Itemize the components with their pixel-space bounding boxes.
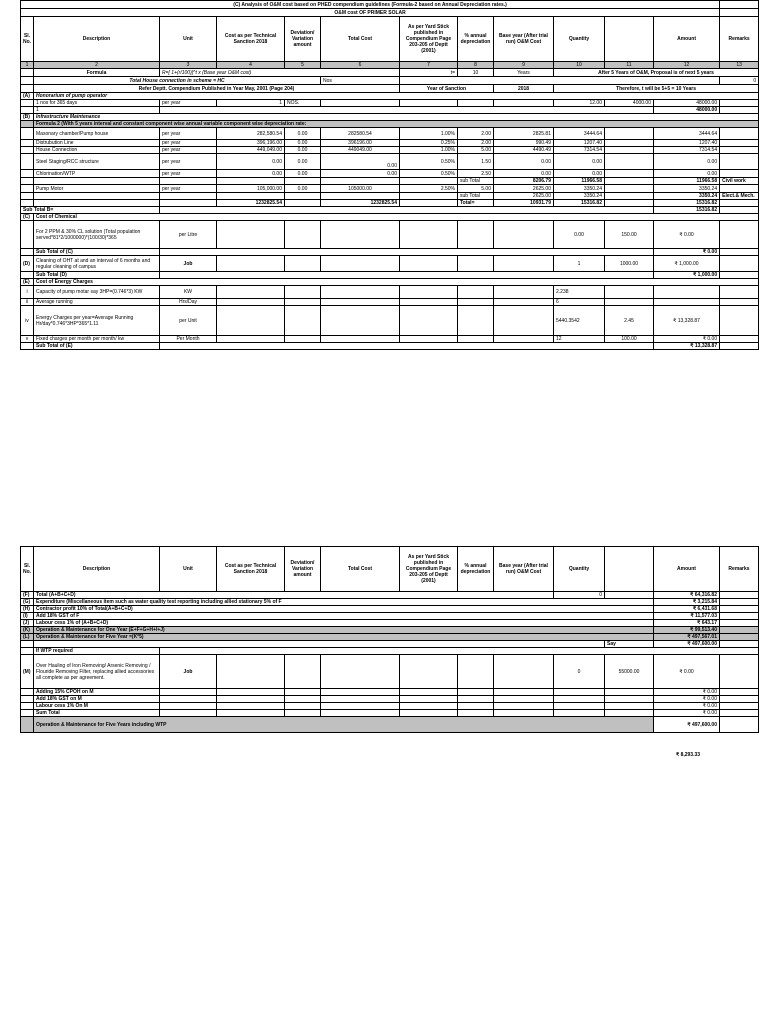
footer-amount: ₹ 8,293.33 <box>676 752 701 758</box>
row-quantity: 1 <box>554 256 605 272</box>
summary-row <box>21 620 759 627</box>
row-quantity: 0.00 <box>554 170 605 178</box>
total-quantity: 15316.82 <box>554 200 605 207</box>
row-rate <box>605 299 654 306</box>
col-number: 11 <box>605 62 654 69</box>
row-quantity: 6 <box>554 299 605 306</box>
row-number: (H) <box>21 606 34 613</box>
table-row <box>21 306 759 336</box>
subtotal-row <box>21 272 759 279</box>
section-label: Cost of Chemical <box>34 214 759 221</box>
extra-row <box>21 689 759 696</box>
header-row <box>21 547 759 592</box>
row-percent: 2.50% <box>400 185 458 193</box>
formula-expression: R=[ 1+(r/100)]^t x (Base year O&M cost) <box>160 69 400 77</box>
subtotal-index: 1 <box>34 107 160 114</box>
row-total-cost: 282580.54 <box>321 128 400 140</box>
section-a-subtotal <box>21 107 759 114</box>
row-description: Over Hauling of Iron Removing/ Arsenic Removing / Flouride Removing Filter, replacing allied accessories all complete as per agreement. <box>34 655 160 689</box>
col-number: 9 <box>494 62 554 69</box>
section-number: (E) <box>21 279 34 286</box>
t-value: 10 <box>458 69 494 77</box>
row-unit: per year <box>160 140 217 147</box>
table-row <box>21 154 759 170</box>
subtotal-quantity: 11966.58 <box>554 178 605 185</box>
row-number: ii <box>21 299 34 306</box>
col-header <box>605 547 654 592</box>
total-base: 10931.79 <box>494 200 554 207</box>
section-number: (D) <box>21 256 34 272</box>
formula-row <box>21 69 759 77</box>
subtotal-amount: 48000.00 <box>654 107 720 114</box>
summary-row-highlight <box>21 634 759 641</box>
row-percent: 1.00% <box>400 128 458 140</box>
col-header: Description <box>34 17 160 62</box>
row-depreciation: 2.00 <box>458 128 494 140</box>
subtotal-label: Sub Total of (C) <box>34 249 160 256</box>
col-number: 8 <box>458 62 494 69</box>
table-row <box>21 170 759 178</box>
formula-text: Formula 2 (With 5 years interval and constant component wise annual variable component wise depreciation rate: <box>34 121 759 128</box>
col-header: Base year (After trial run) O&M Cost <box>494 547 554 592</box>
col-number: 12 <box>654 62 720 69</box>
row-unit: per year <box>160 128 217 140</box>
say-amount: ₹ 497,600.00 <box>654 641 720 648</box>
row-description: Cleaning of OHT at and an interval of 6 months and regular cleaning of campus <box>34 256 160 272</box>
col-number: 4 <box>217 62 285 69</box>
row-deviation: 0.00 <box>285 154 321 170</box>
col-header: Unit <box>160 17 217 62</box>
col-header: % annual depreciation <box>458 547 494 592</box>
table-row <box>21 655 759 689</box>
col-number: 1 <box>21 62 34 69</box>
row-total-cost: 0.00 <box>321 154 400 170</box>
row-total-cost: 105000.00 <box>321 185 400 193</box>
row-description: Steel Staging/RCC structure <box>34 154 160 170</box>
row-tech-cost: 282,580.54 <box>217 128 285 140</box>
column-number-row <box>21 62 759 69</box>
row-quantity: 3444.64 <box>554 128 605 140</box>
subtotal-amount: ₹ 13,328.87 <box>654 343 720 350</box>
row-percent: 0.50% <box>400 154 458 170</box>
row-label: Add 18% GST of F <box>34 613 654 620</box>
section-c-head <box>21 214 759 221</box>
subtotal-label: sub Total <box>458 178 494 185</box>
row-label: Sum Total <box>34 710 160 717</box>
row-amount: ₹ 0.00 <box>654 689 720 696</box>
row-quantity: 0.00 <box>554 154 605 170</box>
row-amount: ₹ 3,215.84 <box>654 599 720 606</box>
row-deviation: 0.00 <box>285 128 321 140</box>
therefore-note: Therefore, t will be 5+5 = 10 Years <box>554 85 759 93</box>
row-rate <box>605 286 654 299</box>
table-row <box>21 185 759 193</box>
row-description: Capacity of pump motar say 3HP=(0.746*3) KW <box>34 286 160 299</box>
row-tech-cost: 449,049.00 <box>217 147 285 154</box>
row-tech-cost: 396,196.00 <box>217 140 285 147</box>
row-amount: ₹ 1,000.00 <box>654 256 720 272</box>
subtotal-label: sub Total <box>458 193 494 200</box>
row-quantity: 0.00 <box>554 221 605 249</box>
subtotal-remark: Civil work <box>720 178 759 185</box>
row-quantity: 5440.3542 <box>554 306 605 336</box>
row-number: iv <box>21 306 34 336</box>
row-label: Labour cess 1% On M <box>34 703 160 710</box>
subtotal-amount: 3350.24 <box>654 193 720 200</box>
total-amount: 15316.82 <box>654 200 720 207</box>
col-header: Total Cost <box>321 17 400 62</box>
house-connection-row <box>21 77 759 85</box>
col-header: Total Cost <box>321 547 400 592</box>
row-depreciation: 5.00 <box>458 147 494 154</box>
subtotal-amount: ₹ 1,000.00 <box>654 272 720 279</box>
section-label: Cost of Energy Charges <box>34 279 759 286</box>
row-label: Add 18% GST on M <box>34 696 160 703</box>
col-number: 2 <box>34 62 160 69</box>
col-header: As per Yard Stick published in Compendium Page 203-205 of Deptt (2001) <box>400 17 458 62</box>
row-depreciation: 5.00 <box>458 185 494 193</box>
final-amount: ₹ 497,600.00 <box>654 717 720 733</box>
row-number: (F) <box>21 592 34 599</box>
row-label: Expenditure (Miscellaneous item such as water quality test reporting including allied stationary 5% of F <box>34 599 654 606</box>
row-amount: 3444.64 <box>654 128 720 140</box>
row-label: Adding 15% CPOH on M <box>34 689 160 696</box>
summary-row <box>21 592 759 599</box>
row-number: v <box>21 336 34 343</box>
row-number: i <box>21 286 34 299</box>
table-row <box>21 221 759 249</box>
year-of-sanction-label: Year of Sanction <box>400 85 494 93</box>
total-tech-cost: 1232825.54 <box>217 200 285 207</box>
row-deviation: 0.00 <box>285 185 321 193</box>
say-label: Say <box>605 641 654 648</box>
row-amount: ₹ 64,316.82 <box>654 592 720 599</box>
row-rate: 1000.00 <box>605 256 654 272</box>
row-number: (J) <box>21 620 34 627</box>
row-amount: ₹ 0.00 <box>654 221 720 249</box>
row-base-cost: 4490.49 <box>494 147 554 154</box>
refer-label: Refer Deptt. Compendium Published in Year May, 2001 (Page 204) <box>34 85 400 93</box>
row-description: 1 nos for 365 days <box>34 100 160 107</box>
row-amount: 1207.40 <box>654 140 720 147</box>
col-number: 7 <box>400 62 458 69</box>
total-row <box>21 200 759 207</box>
row-unit: per year <box>160 100 217 107</box>
total-label: Total= <box>458 200 494 207</box>
row-percent: 0.50% <box>400 170 458 178</box>
col-header: % annual depreciation <box>458 17 494 62</box>
subtotal-base: 2625.00 <box>494 193 554 200</box>
t-unit: Years <box>494 69 554 77</box>
row-amount: ₹ 0.00 <box>654 710 720 717</box>
summary-row <box>21 599 759 606</box>
row-quantity: 0 <box>554 592 605 599</box>
col-number: 6 <box>321 62 400 69</box>
row-rate: 2.45 <box>605 306 654 336</box>
wtp-label: If WTP required <box>34 648 160 655</box>
col-number: 10 <box>554 62 605 69</box>
final-total-row <box>21 717 759 733</box>
row-amount: ₹ 6,431.68 <box>654 606 720 613</box>
row-label: Contractor profit 10% of Total(A+B+C+D) <box>34 606 654 613</box>
row-amount: ₹ 0.00 <box>654 655 720 689</box>
row-tech-cost: 1 <box>217 100 285 107</box>
row-amount: ₹ 0.00 <box>654 703 720 710</box>
row-deviation: 0.00 <box>285 170 321 178</box>
table-row <box>21 336 759 343</box>
row-quantity: 3350.24 <box>554 185 605 193</box>
row-amount: ₹ 11,577.03 <box>654 613 720 620</box>
row-base-cost: 0.00 <box>494 170 554 178</box>
section-number: (A) <box>21 93 34 100</box>
row-base-cost: 2625.00 <box>494 185 554 193</box>
table-row <box>21 140 759 147</box>
col-header: Cost as per Technical Sanction 2018 <box>217 17 285 62</box>
row-amount: ₹ 0.00 <box>654 696 720 703</box>
row-unit: per Unit <box>160 306 217 336</box>
table-row <box>21 147 759 154</box>
table-subtitle: O&M cost OF PRIMER SOLAR <box>21 9 720 17</box>
row-unit: Job <box>160 256 217 272</box>
col-header: Deviation/ Variation amount <box>285 17 321 62</box>
row-description: Masonary chamber/Pump house <box>34 128 160 140</box>
subtotal-row <box>21 178 759 185</box>
summary-row-highlight <box>21 627 759 634</box>
sanction-year: 2018 <box>494 85 554 93</box>
row-percent: 0.25% <box>400 140 458 147</box>
row-label: Operation & Maintenance for Five Year =(K*5) <box>34 634 654 641</box>
row-number: (G) <box>21 599 34 606</box>
wtp-row <box>21 648 759 655</box>
row-number: (L) <box>21 634 34 641</box>
col-header: Description <box>34 547 160 592</box>
row-description: Fixed charges per month per month/ kw <box>34 336 160 343</box>
summary-row <box>21 613 759 620</box>
row-depreciation: 2.00 <box>458 140 494 147</box>
subtotal-row <box>21 249 759 256</box>
row-quantity: 0 <box>554 655 605 689</box>
row-rate: 150.00 <box>605 221 654 249</box>
row-description: For 2 PPM & 30% CL solution (Total population served*81*2/1000000)*(100/30)*365 <box>34 221 160 249</box>
row-amount: 3350.24 <box>654 185 720 193</box>
row-unit: per year <box>160 154 217 170</box>
subtotal-amount: 11966.58 <box>654 178 720 185</box>
col-header: Sl. No. <box>21 547 34 592</box>
house-connection-value: 0 <box>720 77 759 85</box>
row-quantity: 12.00 <box>554 100 605 107</box>
row-deviation: 0.00 <box>285 147 321 154</box>
table-row <box>21 286 759 299</box>
header-row <box>21 17 759 62</box>
col-header: Remarks <box>720 547 759 592</box>
row-description: Distrubution Line <box>34 140 160 147</box>
table-row <box>21 256 759 272</box>
row-unit: Per Month <box>160 336 217 343</box>
row-number: (M) <box>21 655 34 689</box>
row-amount: 0.00 <box>654 170 720 178</box>
house-connection-unit: Nos <box>321 77 400 85</box>
row-quantity: 7314.54 <box>554 147 605 154</box>
table-row <box>21 100 759 107</box>
summary-row <box>21 606 759 613</box>
row-label: Total (A+B+C+D) <box>34 592 554 599</box>
col-header: Unit <box>160 547 217 592</box>
t-label: t= <box>400 69 458 77</box>
row-tech-cost: 0.00 <box>217 170 285 178</box>
row-total-cost: 449049.00 <box>321 147 400 154</box>
row-unit: per year <box>160 185 217 193</box>
section-number: (C) <box>21 214 34 221</box>
row-quantity: 12 <box>554 336 605 343</box>
col-header: Remarks <box>720 17 759 62</box>
col-header: Amount <box>654 547 720 592</box>
row-base-cost: 0.00 <box>494 154 554 170</box>
section-b-head <box>21 114 759 121</box>
col-header: Deviation/ Variation amount <box>285 547 321 592</box>
row-amount: ₹ 497,567.01 <box>654 634 720 641</box>
row-deviation: 0.00 <box>285 140 321 147</box>
row-tech-cost: 105,000.00 <box>217 185 285 193</box>
row-unit: Hrs/Day <box>160 299 217 306</box>
row-base-cost: 2825.81 <box>494 128 554 140</box>
row-number: (I) <box>21 613 34 620</box>
extra-row <box>21 696 759 703</box>
row-amount <box>654 286 720 299</box>
col-header: Quantity <box>554 17 605 62</box>
row-quantity: 1207.40 <box>554 140 605 147</box>
row-rate: 4000.00 <box>605 100 654 107</box>
row-amount <box>654 299 720 306</box>
col-header: Amount <box>654 17 720 62</box>
om-summary-table <box>20 546 759 733</box>
row-label: Operation & Maintenance for One Year (E+F+G+H+I+J) <box>34 627 654 634</box>
subtotal-b-amount: 15316.82 <box>654 207 720 214</box>
subtotal-quantity: 3350.24 <box>554 193 605 200</box>
row-tech-cost: 0.00 <box>217 154 285 170</box>
section-label: Honorarium of pump operator <box>34 93 759 100</box>
subtotal-label: Sub Total (D) <box>34 272 160 279</box>
row-amount: 7314.54 <box>654 147 720 154</box>
final-label: Operation & Maintenance for Five Years including WTP <box>34 717 654 733</box>
col-header: Quantity <box>554 547 605 592</box>
section-e-head <box>21 279 759 286</box>
table-row <box>21 128 759 140</box>
row-description: Pump Motor <box>34 185 160 193</box>
subtotal-remark: Elect.& Mech. <box>720 193 759 200</box>
row-depreciation: 1.50 <box>458 154 494 170</box>
om-cost-table <box>20 0 759 350</box>
row-base-cost: 990.49 <box>494 140 554 147</box>
extra-row <box>21 703 759 710</box>
section-label: Infrastructure Maintenance <box>34 114 759 121</box>
row-description: House Connection <box>34 147 160 154</box>
col-header: Base year (After trial run) O&M Cost <box>494 17 554 62</box>
col-number: 13 <box>720 62 759 69</box>
formula-note: After 5 Years of O&M, Proposal is of next 5 years <box>554 69 759 77</box>
table-title: (C) Analysis of O&M cost based on PHED compendium guidelines (Formula-2 based on Annual Depreciation rates.) <box>21 1 720 9</box>
subtotal-row <box>21 343 759 350</box>
row-amount: 48000.00 <box>654 100 720 107</box>
table-row <box>21 299 759 306</box>
row-total-cost: 396196.00 <box>321 140 400 147</box>
house-connection-label: Total House connection in scheme = HC <box>34 77 321 85</box>
row-amount: 0.00 <box>654 154 720 170</box>
row-unit: KW <box>160 286 217 299</box>
row-number: (K) <box>21 627 34 634</box>
row-depreciation: 2.50 <box>458 170 494 178</box>
subtotal-b-row <box>21 207 759 214</box>
row-amount: ₹ 0.00 <box>654 336 720 343</box>
subtotal-base: 8206.79 <box>494 178 554 185</box>
formula-label: Formula <box>34 69 160 77</box>
say-row <box>21 641 759 648</box>
row-unit: per year <box>160 170 217 178</box>
refer-row <box>21 85 759 93</box>
col-header: As per Yard Stick published in Compendium Page 203-205 of Deptt (2001) <box>400 547 458 592</box>
row-unit: per year <box>160 147 217 154</box>
row-amount: ₹ 13,328.87 <box>654 306 720 336</box>
col-number: 5 <box>285 62 321 69</box>
subtotal-row <box>21 193 759 200</box>
row-amount: ₹ 643.17 <box>654 620 720 627</box>
row-amount: ₹ 99,513.40 <box>654 627 720 634</box>
total-cost: 1232825.54 <box>321 200 400 207</box>
row-tech-unit: NOS. <box>285 100 321 107</box>
row-label: Labour cess 1% of (A+B+C+D) <box>34 620 654 627</box>
subtotal-label: Sub Total of (E) <box>34 343 160 350</box>
section-a-head <box>21 93 759 100</box>
col-header <box>605 17 654 62</box>
row-percent: 1.00% <box>400 147 458 154</box>
col-header: Cost as per Technical Sanction 2018 <box>217 547 285 592</box>
extra-row <box>21 710 759 717</box>
section-number: (B) <box>21 114 34 121</box>
row-description: Chlorination/WTP <box>34 170 160 178</box>
subtotal-amount: ₹ 0.00 <box>654 249 720 256</box>
row-total-cost: 0.00 <box>321 170 400 178</box>
row-description: Average running <box>34 299 160 306</box>
subtotal-b-label: Sub Total B= <box>21 207 160 214</box>
row-unit: per Litre <box>160 221 217 249</box>
col-number: 3 <box>160 62 217 69</box>
row-rate: 55000.00 <box>605 655 654 689</box>
row-rate: 100.00 <box>605 336 654 343</box>
col-header: Sl. No. <box>21 17 34 62</box>
row-quantity: 2.238 <box>554 286 605 299</box>
section-b-formula <box>21 121 759 128</box>
row-description: Energy Charges per year=Average Running Hr/day*0.746*3HP*365*1.11 <box>34 306 160 336</box>
row-unit: Job <box>160 655 217 689</box>
